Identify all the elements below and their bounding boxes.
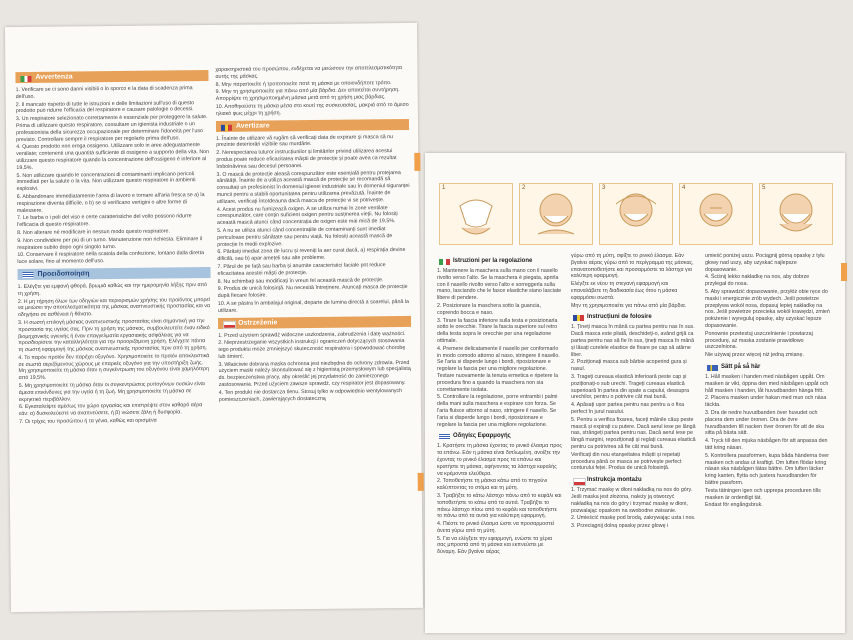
greece-flag-icon [23, 272, 34, 278]
step-illustration: 5 [759, 183, 833, 245]
left-page [5, 23, 423, 612]
press-nosepiece-icon [680, 184, 752, 244]
section-header-polish-fitting: Instrukcja montażu [571, 476, 696, 485]
polish-warning-text: 1. Przed użyciem sprawdź widoczne uszkodzenia, zabrudzenia i datę ważności. 2. Nieprzestrzeganie wszystkich instrukcji i ograniczeń dotyczących stosowania tego produktu może zmniejszyć skuteczność respiratora i spowodować chorobę lub śmierć. 3. Właściwie dobrana maska ochronna jest niezbędna do ochrony zdrowia. Przed użyciem maski należy skonsultować się z higienistą przemysłowym lub specjalistą ds. bezpieczeństwa pracy, aby określić jej przydatność do zamierzonego zastosowania. Przed użyciem zawsze sprawdź, czy respirator jest dopasowany. 4. Ten produkt nie dostarcza tlenu. Stosuj tylko w odpowiednio wentylowanych pomieszczeniach, zawierających dostateczną [218, 330, 411, 403]
section-header-swedish-fitting: Sätt på så här [705, 363, 830, 372]
right-column-1: Istruzioni per la regolazione 1. Mantenere la maschera sulla mano con il nasello rivolto verso l'alto. Se la maschera è piegata, aprirla con il nasello rivolto verso l'alto e sorreggerla sulla mano, lasciando che le fasce elastiche siano lasciate libere di pendere. 2. Posizionare la maschera sotto la guancia, coprendo bocca e naso. 3. Tirare la fascia inferiore sulla testa e posizionarla sotto le orecchie. Tirare la fascia superiore sul retro della testa sopra le orecchie per una regolazione ottimale. 4. Premere delicatamente il nasello per conformarlo in modo comodo attorno al naso, stringere il nasello. Se l'aria si disperde lungo i bordi, riposizionare e regolare la fascia per una migliore regolazione. Testare nuovamente la tenuta ermetica e ripetere la procedura fino a quando la maschera non sia correttamente isolata. 5. Controllare la regolazione, porre entrambi i palmi della mani sulla maschera e espirare con forza. Se l'aria fluisce attorno al naso, stringere il nasello. Se l'aria si disperde lungo i bordi, riposizionare e regolare la fascia per una migliore regolazione. Οδηγίες Εφαρμογής 1. Κρατήστε τη μάσκα έχοντας το ρινικό έλασμα προς τα επάνω. Εάν η μάσκα είναι διπλωμένη, ανοίξτε την έχοντας το ρινικό έλασμα προς τα επάνω και κρατήστε τη μάσκα, αφήνοντας τα λάστιχα κεφαλής να κρέμονται ελεύθερα. 2. Τοποθετήστε τη μάσκα κάτω από το πηγούνι καλύπτοντας το στόμα και τη μύτη. 3. Τραβήξτε το κάτω λάστιχο πάνω από το κεφάλι και τοποθετήστε το κάτω από τα αυτιά. Τραβήξτε το πάνω λάστιχο πίσω από το κεφάλι και τοποθετήστε το πάνω από τα αυτιά για καλύτερη εφαρμογή. 4. Πιέστε το ρινικό έλασμα ώστε να προσαρμοστεί άνετα γύρω από τη μύτη. 5. Για να ελέγξετε την εφαρμογή, ενώστε τα χέρια σας μπροστά από τη μάσκα και εκπνεύστε με δύναμη. Εάν βγαίνει αέρας [437, 258, 562, 556]
step-illustration: 4 [679, 183, 753, 245]
section-header-polish: Ostrzeżenie [218, 315, 411, 328]
section-header-italian: Avvertenza [15, 70, 208, 83]
fit-check-icon [760, 184, 832, 244]
page-edge-tab [841, 263, 847, 281]
poland-flag-icon [223, 320, 236, 328]
greece-flag-icon [439, 434, 450, 440]
left-column-1 [15, 67, 212, 427]
right-column-3: umieść poniżej uszu. Pociągnij górną opaskę z tyłu głowy nad uszy, aby uzyskać najlepsze dopasowanie. 4. Ściśnij lekko nakładkę na nos, aby dobrze przylegał do nosa. 5. Aby sprawdzić dopasowanie, przyłóż obie ręce do maski i energicznie zrób wydech. Jeśli powietrze przepływa wokół nosa, dopasuj lepiej nakładkę na nos. Jeśli powietrze przecieka wokół krawędzi, zmień położenie i wyreguluj opaskę, aby uzyskać lepsze dopasowanie. Ponownie przetestuj uszczelnienie i powtarzaj procedurę, aż maska zostanie prawidłowo uszczelniona. Nie używaj przez więcej niż jedną zmianę. Sätt på så här 1. Håll masken i handen med näsbågen uppåt. Om masken är vikt, öppna den med näsbågen uppåt och håll masken i handen, låt huvudbanden hänga fritt. 2. Placera masken under hakan med mun och näsa täckta. 3. Dra de nedre huvudbanden över huvudet och placera dem under öronen. Dra de övre huvudbanden till nacken över öronen för att de ska sitta på bästa sätt. 4. Tryck till den mjuka näsbågen för att anpassa den tätt kring näsan. 5. Kontrollera passformen, kupa båda händerna över masken och andas ut kraftigt. Om luften flödar kring näsan ska näsbågen tätas bättre. Om luften läcker kring kanten, flytta och justera huvudbanden för bättre passform. Testa tätningen igen och upprepa proceduren tills masken är ordentligt tät. Endast för engångsbruk. [705, 253, 830, 509]
fitting-illustrations [439, 183, 837, 245]
step-illustration: 3 [599, 183, 673, 245]
italian-warning-text: 1. Verificare se ci sono danni visibili o lo sporco e la data di scadenza prima dell'uso. 2. Il mancato rispetto di tutte le istruzioni e delle limitazioni sull'uso di questo prodotto può ridurre l'efficacia del respiratore e causare patologie o decessi. 3. Un respiratore selezionato correttamente è essenziale per proteggere la salute. Prima di utilizzare questo respiratore, consultare un igienista industriale o un professionista della sicurezza occupazionale per determinare l'idoneità per l'uso previsto. Controllare sempre il respiratore per regolarlo prima dell'uso. 4. Questo prodotto non eroga ossigeno. Utilizzare solo in aree adeguatamente ventilate; contenenti una quantità sufficiente di ossigeno a supporto della vita. Non utilizzare questo respiratore quando la concentrazione dell'ossigeno è inferiore al 19,5%. 5. Non utilizzare quando le concentrazioni di contaminanti implicano pericoli immediati per la salute o la vita. Non utilizzare questo respiratore in ambienti esplosivi. 6. Abbandonare immediatamente l'area di lavoro e tornare all'aria fresca se a) la respirazione diventa difficile, o b) se si verificano vertigini o altre forme di malessere. 7. Le barba o i peli del viso e certe caratteristiche del volto possono ridurre l'efficacia di questo respiratore. 8. Non alterare né modificare in nessun modo questo respiratore. 9. Non condividere per più di un turno. Manutenzione non richiesta. Eliminare il respiratore subito dopo ogni singolo turno. 10. Conservare il respiratore nella scatola della confezione, lontano dalla diretta luce solare, fino al momento dell'uso. [15, 85, 210, 266]
italy-flag-icon [439, 259, 450, 265]
romanian-warning-text: 1. Înainte de utilizare vă rugăm să verificați data de expirare și masca să nu prezinte deteriorări vizibile sau murdărie. 2. Nerespectarea tuturor instrucțiunilor și limitărilor privind utilizarea acestui produs poate reduce eficacitatea măștii de protecție și poate avea ca rezultat îmbolnăvirea sau decesul persoanei. 3. O mască de protecție aleasă corespunzător este esențială pentru protejarea sănătății. Înainte de a utiliza această mască de protecție se recomandă să consultați un profesionist în domeniul igienei industriale sau în domeniul siguranței muncii pentru a stabili oportunitatea pentru utilizarea prevăzută. Înainte de utilizare, verificați întotdeauna dacă masca de protecție vi se potrivește. 4. Acest produs nu furnizează oxigen. A se utiliza numai în zone ventilate corespunzător, care conțin suficient oxigen pentru susținerea vieții. Nu folosiți această mască atunci când concentrația de oxigen este mai mică de 19,5%. 5. A nu se utiliza atunci când concentrațiile de contaminanți sunt imediat periculoase pentru sănătate sau pentru viață. Nu folosiți această mască de protecție în medii explozive. 6. Părăsiți imediat zona de lucru și reveniți la aer curat dacă, a) respirația devine dificilă, sau b) apar amețeli sau alte probleme. 7. Părul de pe față sau barba și anumite caracteristici faciale pot reduce eficacitatea acestei măști de protecție. 8. Nu schimbați sau modificați în vreun fel această mască de protecție. 9. Produs de unică folosință. Nu necesită întreținere. Aruncați masca de protecție după fiecare folosire. 10. A se păstra în ambalajul original, departe de lumina directă a soarelui, până la utilizare. [216, 133, 410, 314]
pull-strap-icon [600, 184, 672, 244]
left-column-2 [215, 65, 412, 404]
page-edge-tab [418, 473, 424, 491]
step-illustration: 2 [519, 183, 593, 245]
section-header-italian-fitting: Istruzioni per la regolazione [437, 257, 562, 266]
section-header-greek: Προειδοποίηση [17, 267, 210, 280]
romania-flag-icon [573, 315, 584, 321]
section-header-greek-fitting: Οδηγίες Εφαρμογής [437, 432, 562, 441]
page-edge-tab [414, 153, 420, 171]
mask-in-hand-icon [440, 184, 512, 244]
step-illustration: 1 [439, 183, 513, 245]
poland-flag-icon [573, 478, 586, 486]
romania-flag-icon [221, 123, 232, 129]
greek-warning-continued: χαρακτηριστικά του προσώπου, ενδέχεται να μειώσουν την αποτελεσματικότητα αυτής της μάσκας. 8. Μην παραποιείτε ή τροποποιείτε ποτέ τη μάσκα με οποιονδήποτε τρόπο. 9. Μην τη χρησιμοποιείτε για πάνω από μία βάρδια. Δεν απαιτείται συντήρηση. Απορρίψτε τη χρησιμοποιημένη μάσκα μετά από τη χρήση μιας βάρδιας. 10. Αποθηκεύστε τη μάσκα μέσα στο κουτί της συσκευασίας, μακριά από το άμεσο ηλιακό φως μέχρι τη χρήση. [215, 65, 409, 117]
section-header-romanian-fitting: Instrucțiuni de folosire [571, 313, 696, 322]
right-page [425, 153, 845, 633]
right-column-2: γύρω από τη μύτη, σφίξτε το ρινικό έλασμα. Εάν βγαίνει αέρας γύρω από το περίγραμμα της μάσκας, επανατοποθετήστε και προσαρμόστε τα λάστιχα για καλύτερη εφαρμογή. Ελέγξτε εκ νέου τη στεγανή εφαρμογή και επαναλάβετε τη διαδικασία έως ότου η μάσκα εφαρμόσει σωστά. Μην τη χρησιμοποιείτε για πάνω από μία βάρδια. Instrucțiuni de folosire 1. Țineți masca în mână cu partea pentru nas în sus. Dacă masca este pliată, deschideți-o, având grijă ca partea pentru nas să fie în sus, țineți masca în mână și lăsați curelele elastice de fixare pe cap să atârne liber. 2. Poziționați masca sub bărbie acoperind gura și nasul. 3. Trageți cureaua elastică inferioară peste cap și poziționați-o sub urechi. Trageți cureaua elastică superioară în partea din spate a capului, deasupra urechilor, pentru o potrivire cât mai bună. 4. Apăsați ușor partea pentru nas pentru a o fixa perfect în jurul nasului. 5. Pentru a verifica fixarea, faceți mâinile căuș peste mască și expirați cu putere. Dacă aerul iese pe lângă nas, strângeți partea pentru nas. Dacă aerul iese pe lângă margini, repoziționați și reglați cureaua elastică pentru ca potrivirea să fie cât mai bună. Verificați din nou etanșeitatea măștii și repetați procedura până ce masca se potrivește perfect conturului feței. Produs de unică folosință. Instrukcja montażu 1. Trzymać maskę w dłoni nakładką na nos do góry. Jeśli maska jest złożona, należy ją otworzyć nakładką na nos do góry i trzymać maskę w dłoni, pozwalając opaskom na swobodne zwisanie. 2. Umieścić maskę pod brodą, zakrywając usta i nos. 3. Przeciągnij dolną opaskę przez głowę i [571, 253, 696, 530]
greek-warning-text: 1. Ελέγξτε για εμφανή φθορά, βρωμιά καθώς και την ημερομηνία λήξης πριν από τη χρήση. 2. Η μη τήρηση όλων των οδηγιών και περιορισμών χρήσης του προϊόντος μπορεί να μειώσει την αποτελεσματικότητα της μάσκας αναπνευστικής προστασίας και να οδηγήσει σε ασθένεια ή θάνατο. 3. Η σωστή επιλογή μάσκας αναπνευστικής προστασίας είναι σημαντική για την προστασία της υγείας σας. Πριν τη χρήση της μάσκας, συμβουλευτείτε έναν ειδικό βιομηχανικής υγιεινής ή έναν επαγγελματία εργασιακής ασφάλειας για να προσδιορίσετε την καταλληλότητα για την προοριζόμενη χρήση. Ελέγχετε πάντα τη σωστή εφαρμογή της μάσκας αναπνευστικής προστασίας πριν από τη χρήση. 4. Το παρόν προϊόν δεν παρέχει οξυγόνο. Χρησιμοποιείτε το προϊόν αποκλειστικά σε σωστά αεριζόμενους χώρους με επαρκές οξυγόνο για την υποστήριξη ζωής. Μη χρησιμοποιείτε τη μάσκα όταν η συγκέντρωση του οξυγόνου είναι χαμηλότερη από 19,5%. 5. Μη χρησιμοποιείτε τη μάσκα όταν οι συγκεντρώσεις ρυπογόνων ουσιών είναι άμεσα επικίνδυνες για την υγεία ή τη ζωή. Μη χρησιμοποιείτε τη μάσκα σε εκρηκτικό περιβάλλον. 6. Εγκαταλείψτε αμέσως τον χώρο εργασίας και επιστρέψτε στον καθαρό αέρα εάν: α) δυσκολεύεστε να αναπνεύσετε, ή β) νιώσετε ζάλη ή δυσφορία. 7. Οι τρίχες του προσώπου ή τα γένια, καθώς και ορισμένα [17, 281, 211, 426]
section-header-romanian: Avertizare [216, 119, 409, 132]
italy-flag-icon [20, 75, 31, 81]
sweden-flag-icon [707, 365, 718, 371]
face-with-mask-icon [520, 184, 592, 244]
